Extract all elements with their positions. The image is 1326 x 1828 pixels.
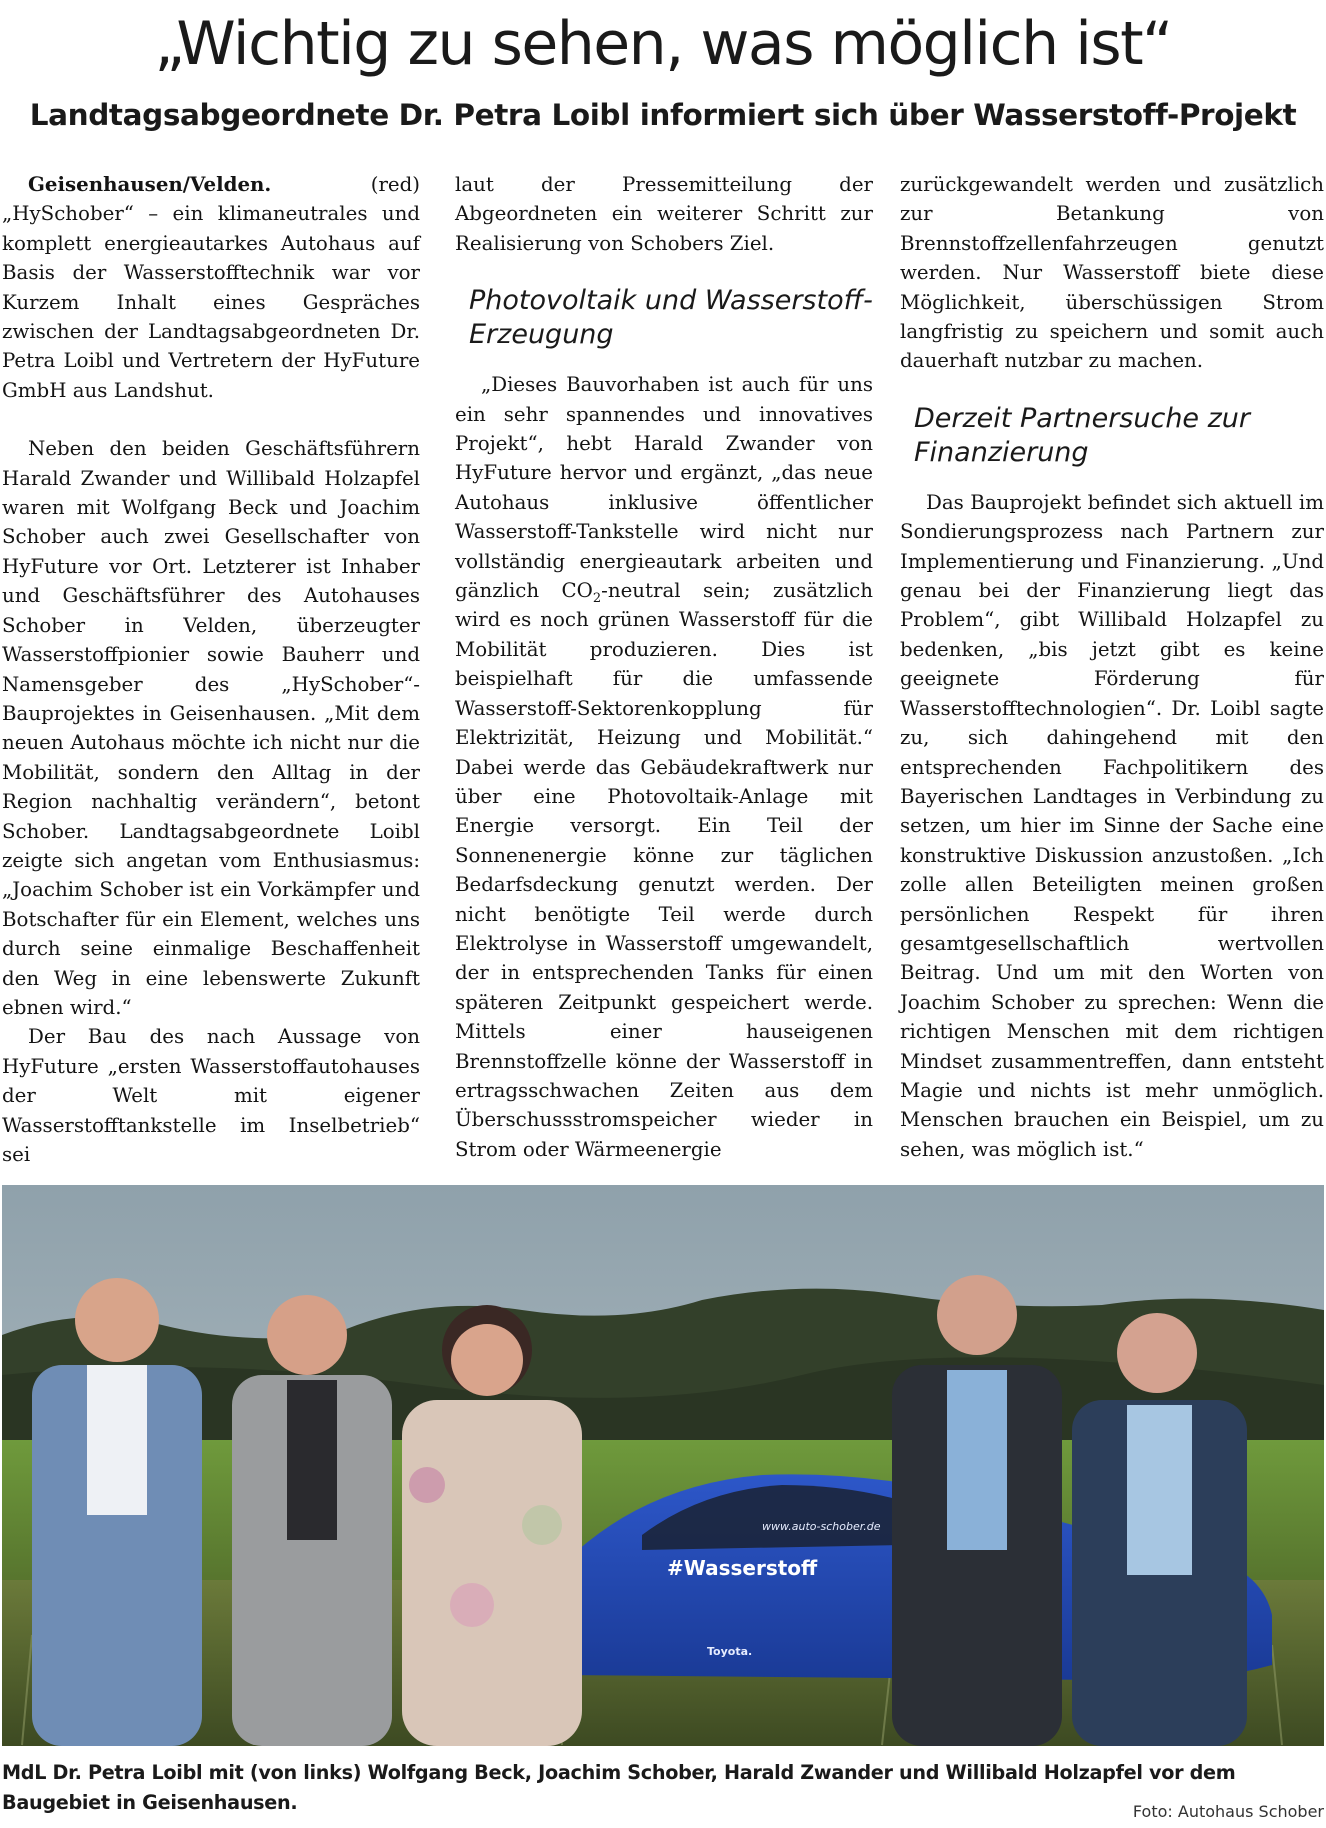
subscript: 2 [592, 591, 602, 607]
paragraph: zurückgewandelt werden und zusätzlich zur Betankung von Brennstoffzellenfahrzeugen genutzt werden. Nur Wasserstoff biete diese Möglichkeit, überschüssigen Strom langfristig zu speichern und somit auch dauerhaft nutzbar zu machen. [900, 173, 1324, 373]
subheading: Derzeit Partnersuche zur Finanzierung [914, 402, 1251, 468]
article-column-3 [900, 170, 1324, 1164]
car-hashtag: #Wasserstoff [667, 1556, 818, 1580]
photo-credit: Foto: Autohaus Schober [1132, 1802, 1324, 1821]
paragraph-text: -neutral sein; zusätzlich wird es noch grünen Wasserstoff für die Mobilität produzieren. Dies ist beispielhaft für die umfassende Wasserstoff-Sektorenkopplung für Elektrizität, Heizung und Mobilität.“ Dabei werde das Gebäudekraftwerk nur über eine Photovoltaik-Anlage mit Energie versorgt. Ein Teil der Sonnenenergie könne zur täglichen Bedarfsdeckung genutzt werden. Der nicht benötigte Teil werde durch Elektrolyse in Wasserstoff umgewandelt, der in entsprechenden Tanks für einen späteren Zeitpunkt gespeichert werde. Mittels einer hauseigenen Brennstoffzelle könne der Wasserstoff in ertragsschwachen Zeiten aus dem Überschussstromspeicher wieder in Strom oder Wärmeenergie [455, 579, 873, 1161]
paragraph-text: (red) „HySchober“ – ein klimaneutrales und komplett energieautarkes Autohaus auf Basis der Wasserstofftechnik war vor Kurzem Inhalt eines Gespräches zwischen der Landtagsabgeordneten Dr. Petra Loibl und Vertretern der HyFuture GmbH aus Landshut. [2, 173, 420, 402]
paragraph: laut der Pressemitteilung der Abgeordneten ein weiterer Schritt zur Realisierung von Schobers Ziel. [455, 173, 873, 255]
photo-caption: MdL Dr. Petra Loibl mit (von links) Wolfgang Beck, Joachim Schober, Harald Zwander und Willibald Holzapfel vor dem Baugebiet in Geisenhausen. [2, 1761, 1236, 1814]
car-url: www.auto-schober.de [762, 1520, 881, 1533]
paragraph: Das Bauprojekt befindet sich aktuell im Sondierungsprozess nach Partnern zur Implementierung und Finanzierung. „Und genau bei der Finanzierung liegt das Problem“, gibt Willibald Holzapfel zu bedenken, „bis jetzt gibt es keine geeignete Förderung für Wasserstofftechnologien“. Dr. Loibl sagte zu, sich dahingehend mit den entsprechenden Fachpolitikern des Bayerischen Landtages in Verbindung zu setzen, um hier im Sinne der Sache eine konstruktive Diskussion anzustoßen. „Ich zolle allen Beteiligten meinen großen persönlichen Respekt für ihren gesamtgesellschaftlich wertvollen Beitrag. Und um mit den Worten von Joachim Schober zu sprechen: Wenn die richtigen Menschen mit dem richtigen Mindset zusammentreffen, dann entsteht Magie und nichts ist mehr unmöglich. Menschen brauchen ein Beispiel, um zu sehen, was möglich ist.“ [900, 490, 1324, 1161]
dateline: Geisenhausen/Velden. [28, 172, 272, 196]
article-column-1 [2, 170, 420, 1169]
headline: „Wichtig zu sehen, was möglich ist“ [154, 9, 1172, 79]
paragraph [2, 170, 420, 405]
subheading: Photovoltaik und Wasserstoff-Erzeugung [469, 285, 873, 351]
article-photo [2, 1185, 1324, 1746]
paragraph: Der Bau des nach Aussage von HyFuture „ersten Wasserstoffautohauses der Welt mit eigener Wasserstofftankstelle im Inselbetrieb“ sei [2, 1025, 420, 1166]
article-column-2 [455, 170, 873, 1164]
photo-illustration [2, 1185, 1324, 1746]
subheadline: Landtagsabgeordnete Dr. Petra Loibl informiert sich über Wasserstoff-Projekt [29, 98, 1297, 132]
paragraph: Neben den beiden Geschäftsführern Harald Zwander und Willibald Holzapfel waren mit Wolfgang Beck und Joachim Schober auch zwei Gesellschafter von HyFuture vor Ort. Letzterer ist Inhaber und Geschäftsführer des Autohauses Schober in Velden, überzeugter Wasserstoffpionier sowie Bauherr und Namensgeber des „HySchober“-Bauprojektes in Geisenhausen. „Mit dem neuen Autohaus möchte ich nicht nur die Mobilität, sondern den Alltag in der Region nachhaltig verändern“, betont Schober. Landtagsabgeordnete Loibl zeigte sich angetan vom Enthusiasmus: „Joachim Schober ist ein Vorkämpfer und Botschafter für ein Element, welches uns durch seine einmalige Beschaffenheit den Weg in eine lebenswerte Zukunft ebnen wird.“ [2, 437, 420, 1019]
paragraph [455, 370, 873, 1164]
paragraph-text: „Dieses Bauvorhaben ist auch für uns ein sehr spannendes und innovatives Projekt“, hebt Harald Zwander von HyFuture hervor und ergänzt, „das neue Autohaus inklusive öffentlicher Wasserstoff-Tankstelle wird nicht nur vollständig energieautark arbeiten und gänzlich CO [455, 373, 873, 603]
car-brand: Toyota. [707, 1645, 753, 1658]
